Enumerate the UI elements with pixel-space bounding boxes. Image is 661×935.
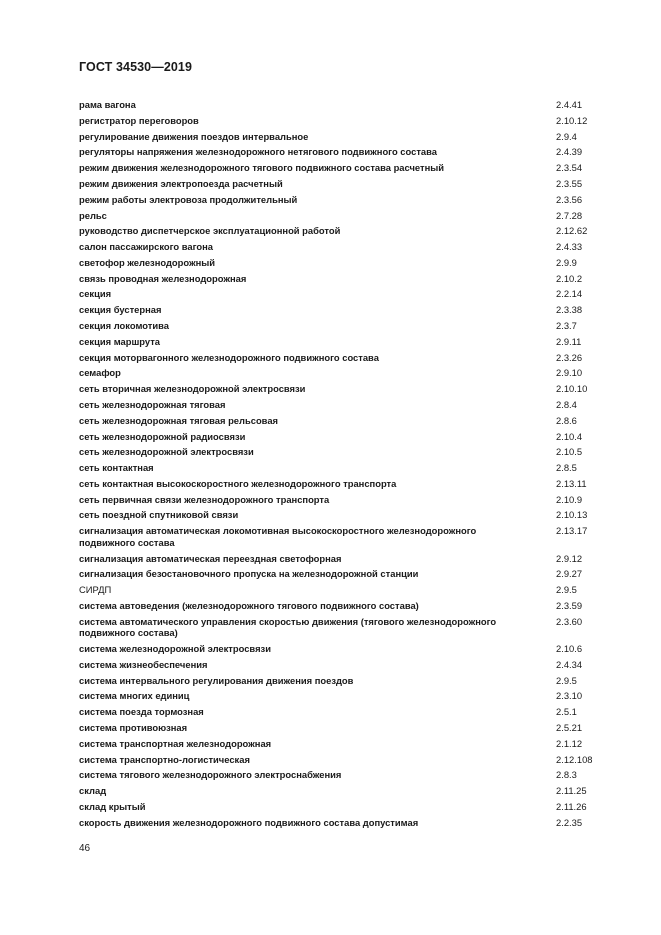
index-entry: [79, 365, 599, 381]
index-term: рама вагона: [79, 99, 136, 111]
index-reference: 2.10.5: [556, 446, 583, 458]
index-reference: 2.9.12: [556, 552, 583, 564]
index-term: скорость движения железнодорожного подвижного состава допустимая: [79, 816, 419, 828]
index-reference: 2.10.10: [556, 383, 588, 395]
index-entry: [79, 657, 599, 673]
index-term: система поезда тормозная: [79, 706, 204, 718]
index-term: секция: [79, 288, 112, 300]
index-term: связь проводная железнодорожная: [79, 272, 247, 284]
index-term: система многих единиц: [79, 690, 190, 702]
index-term: система автоведения (железнодорожного тягового подвижного состава): [79, 599, 419, 611]
index-reference: 2.3.10: [556, 690, 583, 702]
index-reference: 2.4.41: [556, 99, 583, 111]
index-entry: [79, 566, 599, 582]
index-entry: [79, 271, 599, 287]
index-entry: [79, 598, 599, 614]
index-entry: [79, 97, 599, 113]
index-entry: [79, 476, 599, 492]
index-entry: [79, 736, 599, 752]
index-entry: [79, 334, 599, 350]
index-entry: [79, 704, 599, 720]
index-term: режим движения железнодорожного тягового подвижного состава расчетный: [79, 162, 445, 174]
index-entry: [79, 144, 599, 160]
index-reference: 2.5.21: [556, 721, 583, 733]
index-reference: 2.8.3: [556, 769, 577, 781]
index-entry: [79, 176, 599, 192]
index-entry: [79, 523, 599, 550]
index-reference: 2.10.9: [556, 493, 583, 505]
document-header: ГОСТ 34530—2019: [79, 60, 193, 74]
index-term: секция бустерная: [79, 304, 162, 316]
page-number: 46: [79, 843, 91, 854]
index-reference: 2.9.4: [556, 130, 577, 142]
index-reference: 2.9.5: [556, 674, 577, 686]
index-term: сеть железнодорожной электросвязи: [79, 446, 254, 458]
index-reference: 2.3.26: [556, 351, 583, 363]
index-term: система автоматического управления скоростью движения (тягового железнодорожного подвижного состава): [79, 615, 497, 639]
index-reference: 2.5.1: [556, 706, 577, 718]
index-term: светофор железнодорожный: [79, 256, 216, 268]
term-index-list: [79, 97, 599, 830]
index-reference: 2.3.38: [556, 304, 583, 316]
index-term: сеть железнодорожная тяговая: [79, 398, 226, 410]
index-term: режим движения электропоезда расчетный: [79, 178, 283, 189]
index-term: система тягового железнодорожного электроснабжения: [79, 769, 342, 781]
index-entry: [79, 318, 599, 334]
index-term: сеть контактная высокоскоростного железнодорожного транспорта: [79, 477, 397, 489]
index-term: сигнализация автоматическая локомотивная высокоскоростного железнодорожного подвижного состава: [79, 525, 477, 548]
index-entry: [79, 350, 599, 366]
index-term: система интервального регулирования движения поездов: [79, 674, 354, 686]
index-reference: 2.2.35: [556, 816, 583, 828]
index-entry: [79, 381, 599, 397]
index-entry: [79, 413, 599, 429]
index-term: сеть первичная связи железнодорожного транспорта: [79, 493, 330, 505]
index-reference: 2.4.39: [556, 146, 583, 158]
index-reference: 2.9.27: [556, 568, 583, 580]
index-reference: 2.3.55: [556, 178, 583, 189]
index-term: система железнодорожной электросвязи: [79, 643, 271, 655]
index-term: склад крытый: [79, 800, 146, 812]
index-entry: [79, 492, 599, 508]
index-term: сеть контактная: [79, 462, 154, 474]
index-term: склад: [79, 785, 107, 797]
index-term: сигнализация безостановочного пропуска на железнодорожной станции: [79, 568, 419, 580]
index-reference: 2.3.54: [556, 162, 583, 174]
index-term: регуляторы напряжения железнодорожного нетягового подвижного состава: [79, 146, 437, 158]
index-entry: [79, 815, 599, 831]
index-reference: 2.12.62: [556, 225, 588, 237]
index-entry: [79, 751, 599, 767]
index-term: система жизнеобеспечения: [79, 658, 208, 670]
index-term: сеть вторичная железнодорожной электросвязи: [79, 383, 306, 395]
index-reference: 2.9.11: [556, 335, 582, 347]
index-entry: [79, 460, 599, 476]
index-term: СИРДП: [79, 584, 112, 596]
index-reference: 2.11.25: [556, 785, 587, 797]
index-term: сеть поездной спутниковой связи: [79, 509, 239, 521]
index-entry: [79, 302, 599, 318]
index-term: система противоюзная: [79, 721, 188, 733]
index-reference: 2.10.12: [556, 114, 588, 126]
index-entry: [79, 688, 599, 704]
index-reference: 2.4.34: [556, 658, 583, 670]
index-term: режим работы электровоза продолжительный: [79, 193, 298, 205]
index-entry: [79, 783, 599, 799]
index-entry: [79, 507, 599, 523]
index-entry: [79, 550, 599, 566]
index-reference: 2.10.6: [556, 643, 583, 655]
index-term: секция моторвагонного железнодорожного подвижного состава: [79, 351, 379, 363]
index-reference: 2.3.56: [556, 193, 583, 205]
index-reference: 2.8.5: [556, 462, 577, 474]
index-reference: 2.9.5: [556, 584, 577, 596]
index-entry: [79, 614, 599, 641]
index-entry: [79, 397, 599, 413]
index-entry: [79, 641, 599, 657]
index-reference: 2.13.11: [556, 477, 587, 489]
index-entry: [79, 192, 599, 208]
index-entry: [79, 799, 599, 815]
index-term: регистратор переговоров: [79, 114, 199, 126]
index-entry: [79, 160, 599, 176]
index-entry: [79, 286, 599, 302]
index-term: секция локомотива: [79, 320, 169, 332]
index-term: регулирование движения поездов интервальное: [79, 130, 309, 142]
index-entry: [79, 720, 599, 736]
index-entry: [79, 255, 599, 271]
index-reference: 2.8.4: [556, 398, 577, 410]
index-reference: 2.11.26: [556, 800, 587, 812]
index-reference: 2.13.17: [556, 525, 588, 537]
index-reference: 2.8.6: [556, 414, 577, 426]
index-term: рельс: [79, 209, 107, 221]
index-entry: [79, 113, 599, 129]
index-entry: [79, 673, 599, 689]
index-term: сеть железнодорожной радиосвязи: [79, 430, 246, 442]
index-reference: 2.2.14: [556, 288, 583, 300]
index-term: сеть железнодорожная тяговая рельсовая: [79, 414, 278, 426]
index-reference: 2.4.33: [556, 241, 583, 253]
index-term: семафор: [79, 367, 121, 379]
index-reference: 2.7.28: [556, 209, 583, 221]
index-reference: 2.12.108: [556, 753, 593, 765]
index-reference: 2.3.60: [556, 615, 583, 627]
index-reference: 2.9.10: [556, 367, 583, 379]
index-entry: [79, 239, 599, 255]
index-reference: 2.9.9: [556, 256, 577, 268]
index-term: салон пассажирского вагона: [79, 241, 213, 253]
index-term: руководство диспетчерское эксплуатационной работой: [79, 225, 341, 237]
index-term: система транспортно-логистическая: [79, 753, 250, 765]
index-entry: [79, 428, 599, 444]
index-entry: [79, 582, 599, 598]
index-entry: [79, 444, 599, 460]
index-reference: 2.3.59: [556, 599, 583, 611]
index-reference: 2.10.4: [556, 430, 583, 442]
index-entry: [79, 129, 599, 145]
index-reference: 2.10.13: [556, 509, 588, 521]
index-entry: [79, 207, 599, 223]
index-entry: [79, 767, 599, 783]
index-term: сигнализация автоматическая переездная светофорная: [79, 552, 342, 564]
index-entry: [79, 223, 599, 239]
index-term: система транспортная железнодорожная: [79, 737, 272, 749]
index-reference: 2.1.12: [556, 737, 583, 749]
index-reference: 2.3.7: [556, 320, 577, 332]
index-reference: 2.10.2: [556, 272, 583, 284]
index-term: секция маршрута: [79, 335, 161, 347]
